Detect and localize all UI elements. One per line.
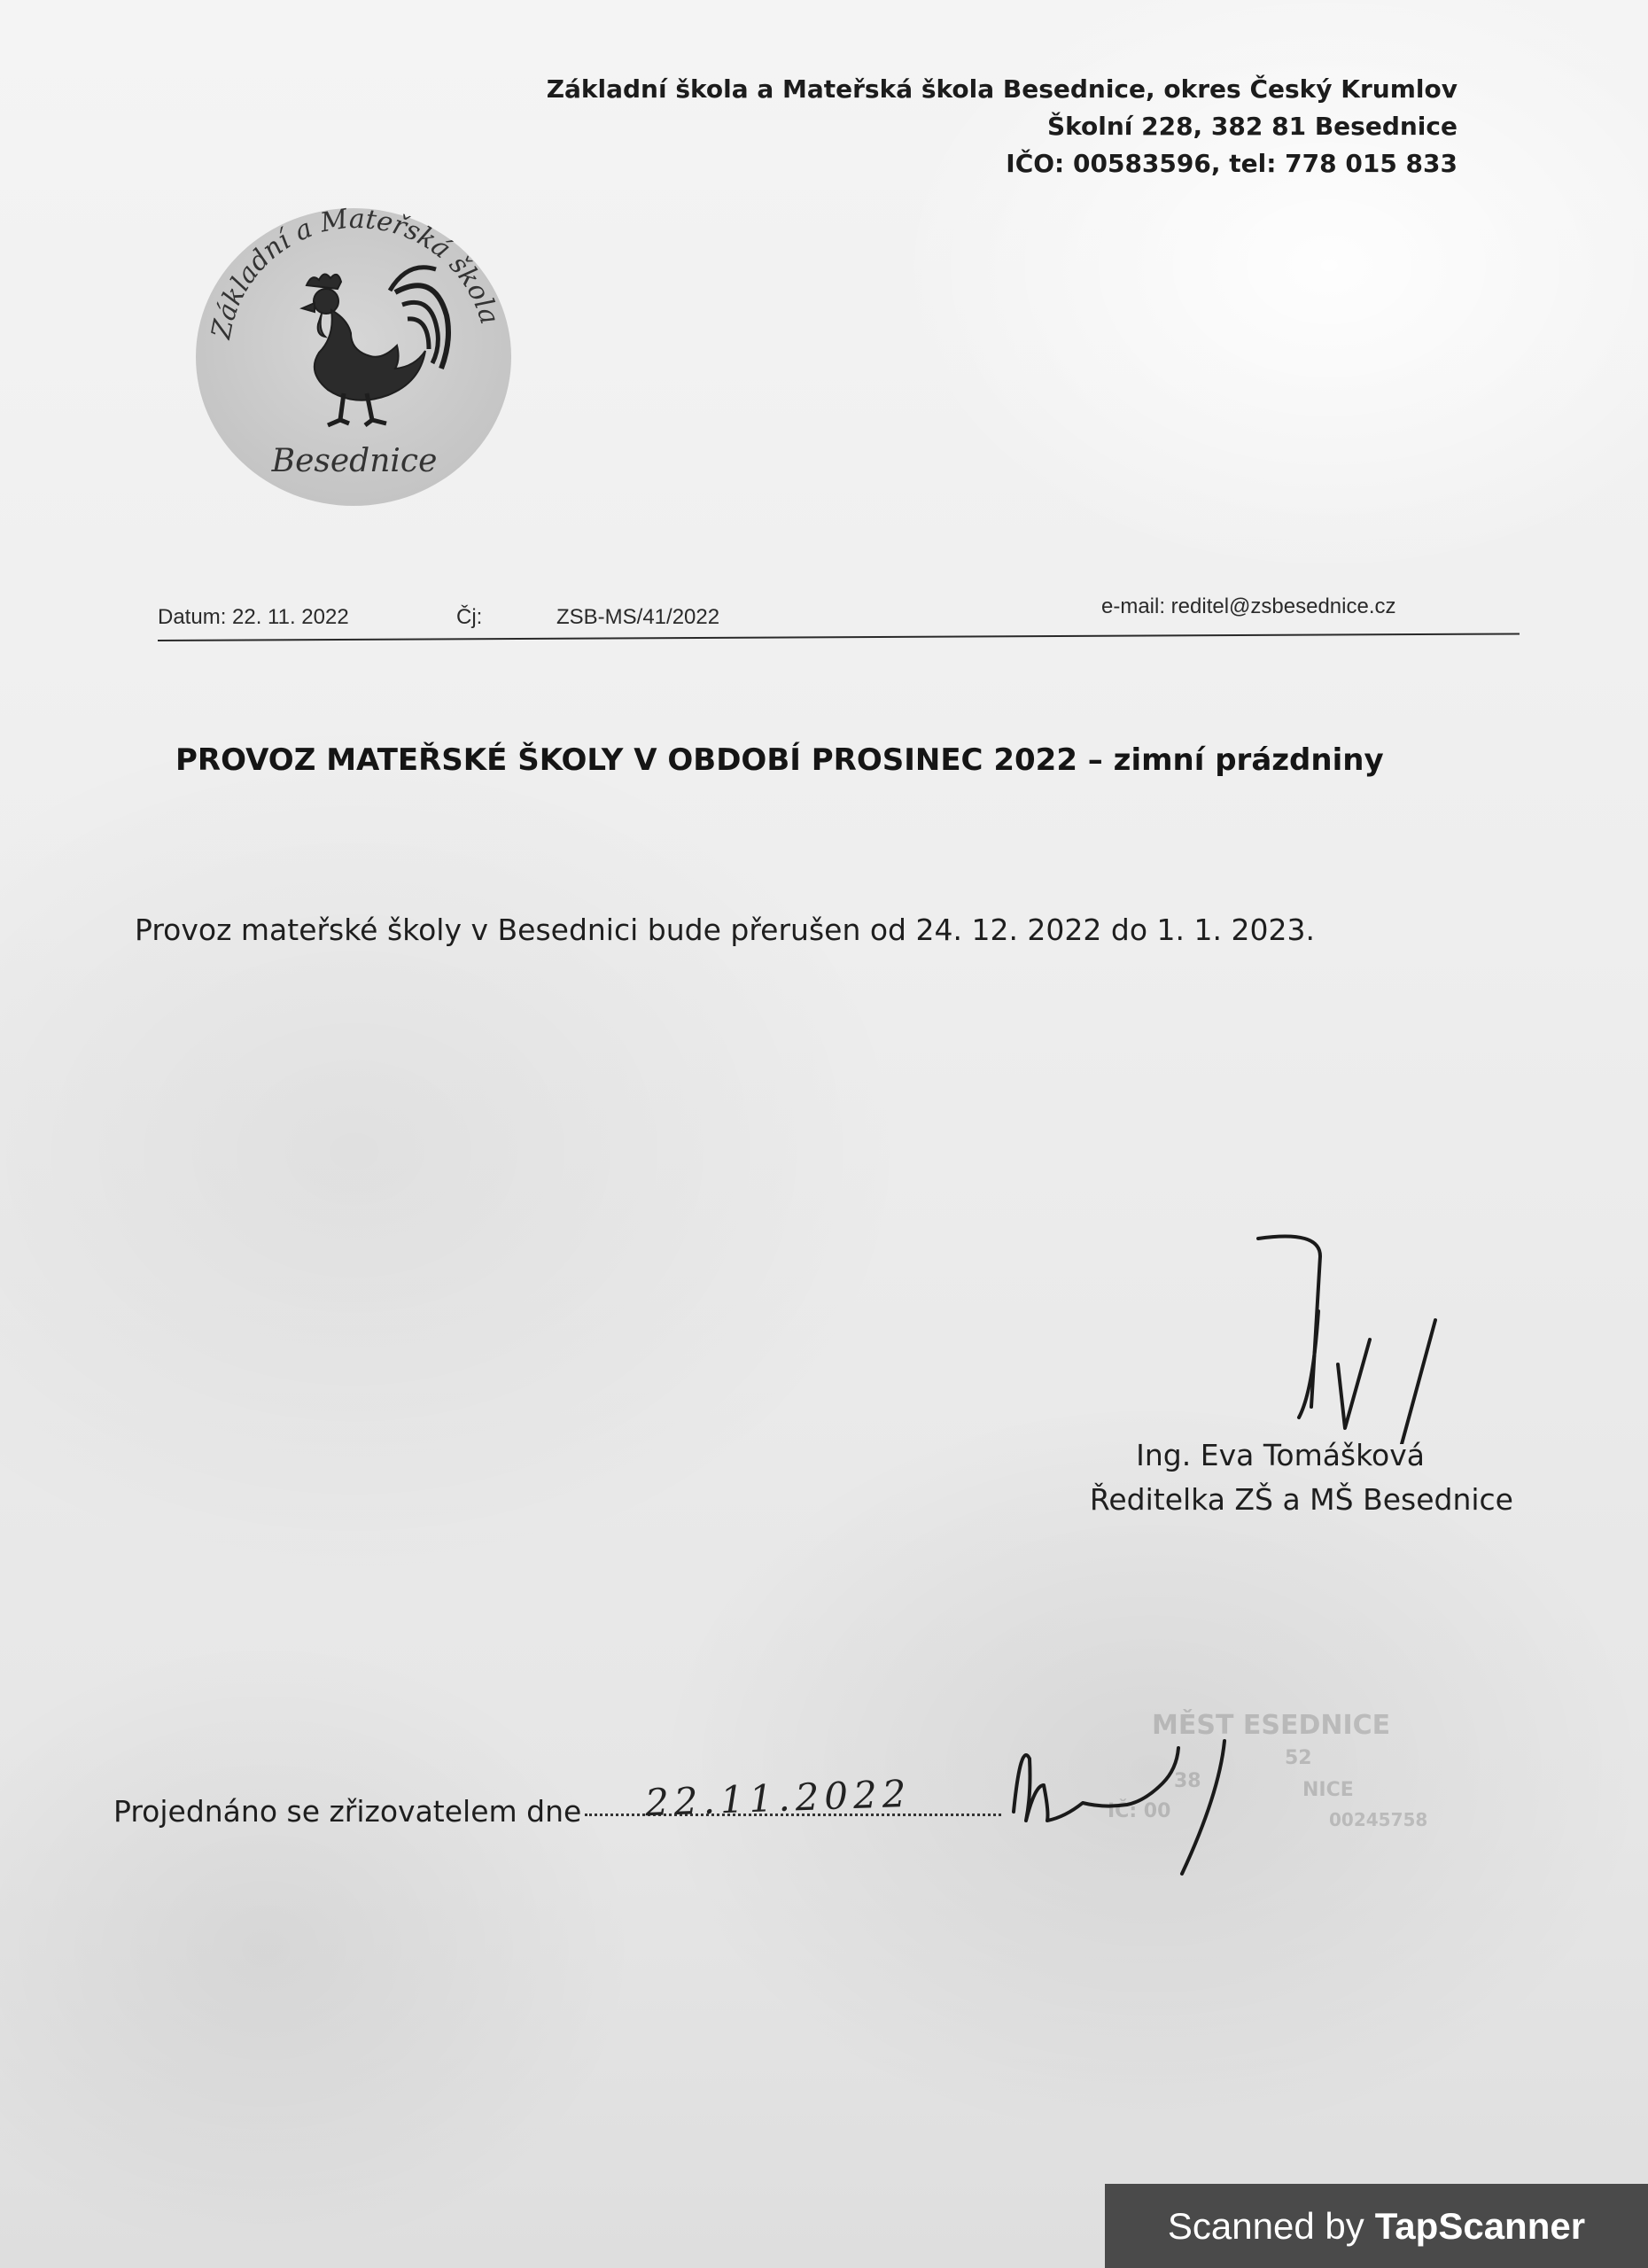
scanner-watermark [1105, 2184, 1648, 2268]
reference-label: Čj: [456, 605, 483, 629]
signer-name: Ing. Eva Tomášková [1136, 1438, 1425, 1472]
stamp-line-1: MĚST ESEDNICE [1152, 1710, 1391, 1741]
stamp-line-5: 00245758 [1329, 1809, 1428, 1830]
letterhead-address: Školní 228, 382 81 Besednice [1046, 112, 1458, 141]
handwritten-approval-date: 22.11.2022 [644, 1771, 913, 1825]
letterhead-school-name: Základní škola a Mateřská škola Besednice, okres Český Krumlov [546, 74, 1458, 104]
stamp-line-4: IČ: 00 [1108, 1800, 1171, 1822]
signer-role: Ředitelka ZŠ a MŠ Besednice [1089, 1482, 1513, 1517]
approval-label: Projednáno se zřizovatelem dne [113, 1794, 582, 1829]
school-letterhead [547, 71, 1458, 183]
school-logo [193, 206, 514, 509]
stamp-line-6: 38 [1174, 1770, 1201, 1792]
director-signature [1240, 1231, 1471, 1444]
stamp-line-3: NICE [1302, 1779, 1354, 1801]
stamp-line-2: 52 [1285, 1747, 1312, 1769]
signer-block [1090, 1433, 1513, 1522]
document-date: Datum: 22. 11. 2022 [158, 605, 349, 629]
letterhead-ico-phone: IČO: 00583596, tel: 778 015 833 [1006, 149, 1458, 178]
founder-signature [992, 1705, 1240, 1883]
reference-number: ZSB-MS/41/2022 [556, 605, 720, 629]
logo-town-text: Besednice [271, 443, 438, 479]
logo-arc-text: Základní a Mateřská škola [206, 206, 505, 342]
scanner-prefix: Scanned by [1167, 2204, 1364, 2247]
contact-email: e-mail: reditel@zsbesednice.cz [1101, 594, 1396, 618]
scanner-brand: TapScanner [1374, 2204, 1586, 2247]
notice-body: Provoz mateřské školy v Besednici bude přerušen od 24. 12. 2022 do 1. 1. 2023. [135, 913, 1315, 947]
document-title: PROVOZ MATEŘSKÉ ŠKOLY V OBDOBÍ PROSINEC 2022 – zimní prázdniny [175, 742, 1384, 778]
